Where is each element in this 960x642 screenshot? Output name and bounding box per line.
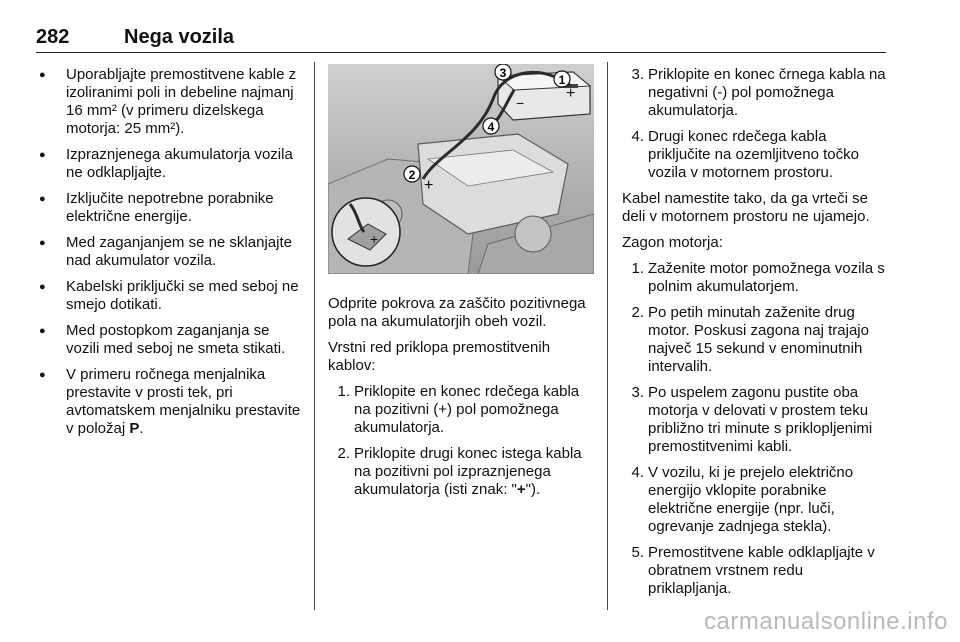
list-item: 1. Zaženite motor pomožnega vozila s polnim akumulatorjem. bbox=[631, 260, 885, 295]
inset-plus-sign: + bbox=[370, 231, 379, 247]
connection-steps bbox=[328, 383, 594, 499]
list-item: 5. Premostitvene kable odklapljajte v obratnem vrstnem redu priklapljanja. bbox=[631, 544, 875, 597]
precaution-list bbox=[36, 66, 304, 438]
svg-text:2: 2 bbox=[408, 168, 416, 182]
donor-minus-sign: − bbox=[516, 95, 525, 111]
callout-2 bbox=[404, 166, 420, 182]
svg-text:1: 1 bbox=[558, 73, 566, 87]
column-3 bbox=[622, 66, 890, 606]
list-item-text: V primeru ročnega menjalnika prestavite v prosti tek, pri avtomatskem menjalniku prestavite v položaj bbox=[66, 366, 301, 437]
callout-1 bbox=[554, 71, 570, 87]
callout-3 bbox=[495, 64, 511, 80]
list-item: ● Izpraznjenega akumulatorja vozila ne odklapljajte. bbox=[36, 146, 304, 182]
page-header bbox=[36, 26, 886, 53]
list-item: 3. Priklopite en konec črnega kabla na negativni (-) pol pomožnega akumulatorja. bbox=[631, 66, 886, 119]
list-item: 2. Po petih minutah zaženite drug motor. Poskusi zagona naj trajajo največ 15 sekund v enominutnih intervalih. bbox=[631, 304, 869, 375]
list-item: 1. Priklopite en konec rdečega kabla na pozitivni (+) pol pomožnega akumulatorja. bbox=[337, 383, 580, 436]
paragraph: Odprite pokrova za zaščito pozitivnega pola na akumulatorjih obeh vozil. bbox=[328, 295, 586, 330]
list-item: 2. Priklopite drugi konec istega kabla na pozitivni pol izpraznjenega akumulatorja (isti znak: "+"). bbox=[337, 445, 582, 498]
watermark: carmanualsonline.info bbox=[704, 608, 948, 635]
paragraph: Vrstni red priklopa premostitvenih kablov: bbox=[328, 339, 551, 374]
jump-start-illustration bbox=[328, 64, 594, 274]
column-divider-right bbox=[607, 62, 608, 610]
callout-4 bbox=[483, 118, 499, 134]
list-item: ● Izključite nepotrebne porabnike električne energije. bbox=[36, 190, 304, 226]
list-item: ● Med zaganjanjem se ne sklanjajte nad akumulator vozila. bbox=[36, 234, 304, 270]
engine-start-steps bbox=[622, 260, 890, 598]
list-item: ● Med postopkom zaganjanja se vozili med seboj ne smeta stikati. bbox=[36, 322, 304, 358]
list-item: 4. V vozilu, ki je prejelo električno energijo vklopite porabnike električne energije (npr. luči, ogrevanje zadnjega stekla). bbox=[631, 464, 854, 535]
paragraph: Kabel namestite tako, da ga vrteči se deli v motornem prostoru ne ujamejo. bbox=[622, 190, 870, 225]
list-item-end: . bbox=[139, 420, 144, 437]
page-title: Nega vozila bbox=[124, 26, 235, 48]
svg-text:3: 3 bbox=[499, 66, 507, 80]
discharged-plus-sign: + bbox=[424, 177, 434, 194]
svg-text:4: 4 bbox=[487, 120, 495, 134]
list-item: 3. Po uspelem zagonu pustite oba motorja v delovati v prostem teku približno tri minute s priklopljenimi premostitvenimi kabli. bbox=[631, 384, 873, 455]
gear-position-label: P bbox=[129, 420, 140, 437]
column-divider-left bbox=[314, 62, 315, 610]
list-item: 4. Drugi konec rdečega kabla priključite na ozemljitveno točko vozila v motornem prostoru. bbox=[631, 128, 859, 181]
list-item: ● Kabelski priključki se med seboj ne smejo dotikati. bbox=[36, 278, 304, 314]
list-item: ● Uporabljajte premostitvene kable z izoliranimi poli in debeline najmanj 16 mm² (v primeru dizelskega motorja: 25 mm²). bbox=[36, 66, 304, 138]
plus-mark: + bbox=[516, 481, 526, 498]
donor-plus-sign: + bbox=[566, 85, 576, 102]
column-2 bbox=[328, 66, 594, 507]
paragraph: Zagon motorja: bbox=[622, 234, 723, 251]
connection-steps-continued bbox=[622, 66, 890, 182]
page-number: 282 bbox=[36, 26, 70, 48]
column-1 bbox=[36, 66, 304, 446]
list-item bbox=[36, 366, 304, 438]
